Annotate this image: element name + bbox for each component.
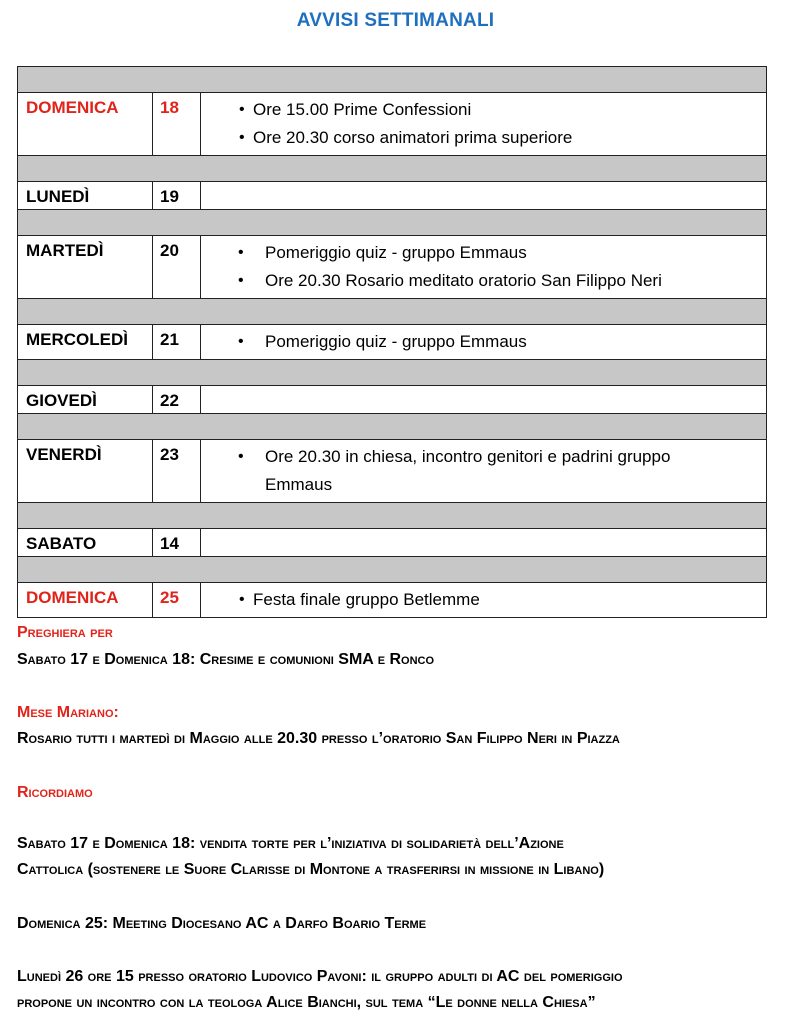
day-number: 19 <box>153 182 201 210</box>
event-item: • Ore 20.30 Rosario meditato oratorio San Filippo Neri <box>201 267 766 295</box>
bullet-icon: • <box>238 333 244 350</box>
day-number: 18 <box>153 93 201 156</box>
day-events <box>201 386 767 414</box>
bullet-icon: • <box>238 272 244 289</box>
day-number: 22 <box>153 386 201 414</box>
day-label: GIOVEDÌ <box>18 386 153 414</box>
bullet-icon: • <box>239 591 245 608</box>
day-number: 23 <box>153 440 201 503</box>
day-events <box>201 182 767 210</box>
ricordiamo-heading: Ricordiamo <box>17 784 93 801</box>
separator-row <box>18 210 767 236</box>
bullet-icon: • <box>238 244 244 261</box>
schedule-row <box>18 236 767 299</box>
day-label: MERCOLEDÌ <box>18 325 153 360</box>
bullet-icon: • <box>238 448 244 465</box>
mese-mariano-heading: Mese Mariano: <box>17 704 119 721</box>
separator-row <box>18 414 767 440</box>
ricordiamo-item-3-line-1: Lunedì 26 ore 15 presso oratorio Ludovico Pavoni: il gruppo adulti di AC del pomeriggio <box>17 968 623 985</box>
separator-row <box>18 503 767 529</box>
event-item: • Ore 15.00 Prime Confessioni <box>201 96 766 124</box>
schedule-row <box>18 182 767 210</box>
day-number: 14 <box>153 529 201 557</box>
schedule-row <box>18 440 767 503</box>
day-events <box>201 236 767 299</box>
day-label: DOMENICA <box>18 93 153 156</box>
mese-mariano-text: Rosario tutti i martedì di Maggio alle 20.30 presso l’oratorio San Filippo Neri in Piazza <box>17 730 620 747</box>
day-label: VENERDÌ <box>18 440 153 503</box>
schedule-row <box>18 529 767 557</box>
day-number: 21 <box>153 325 201 360</box>
preghiera-text: Sabato 17 e Domenica 18: Cresime e comunioni SMA e Ronco <box>17 651 435 668</box>
page-title: AVVISI SETTIMANALI <box>296 10 495 31</box>
event-item: • Festa finale gruppo Betlemme <box>201 586 766 614</box>
ricordiamo-item-2: Domenica 25: Meeting Diocesano AC a Darfo Boario Terme <box>17 915 427 932</box>
day-label: MARTEDÌ <box>18 236 153 299</box>
day-number: 25 <box>153 583 201 618</box>
separator-row <box>18 67 767 93</box>
schedule-row <box>18 325 767 360</box>
schedule-row <box>18 583 767 618</box>
event-item: • Pomeriggio quiz - gruppo Emmaus <box>201 239 766 267</box>
day-number: 20 <box>153 236 201 299</box>
separator-row <box>18 360 767 386</box>
day-label: LUNEDÌ <box>18 182 153 210</box>
day-events <box>201 529 767 557</box>
event-item: • Ore 20.30 in chiesa, incontro genitori e padrini gruppo <box>201 443 766 471</box>
schedule-row <box>18 93 767 156</box>
weekly-schedule-table <box>17 66 767 618</box>
separator-row <box>18 156 767 182</box>
day-events <box>201 93 767 156</box>
preghiera-heading: Preghiera per <box>17 624 113 641</box>
ricordiamo-item-1-line-1: Sabato 17 e Domenica 18: vendita torte per l’iniziativa di solidarietà dell’Azione <box>17 835 564 852</box>
day-label: SABATO <box>18 529 153 557</box>
bullet-icon: • <box>239 129 245 146</box>
day-events <box>201 583 767 618</box>
schedule-row <box>18 386 767 414</box>
ricordiamo-item-1-line-2: Cattolica (sostenere le Suore Clarisse di Montone a trasferirsi in missione in Libano) <box>17 861 605 878</box>
event-item-continuation: Emmaus <box>265 475 333 494</box>
day-events <box>201 440 767 503</box>
bullet-icon: • <box>239 101 245 118</box>
event-item: • Ore 20.30 corso animatori prima superiore <box>201 124 766 152</box>
separator-row <box>18 557 767 583</box>
day-events <box>201 325 767 360</box>
ricordiamo-item-3-line-2: propone un incontro con la teologa Alice Bianchi, sul tema “Le donne nella Chiesa” <box>17 994 596 1011</box>
event-item: • Pomeriggio quiz - gruppo Emmaus <box>201 328 766 356</box>
separator-row <box>18 299 767 325</box>
day-label: DOMENICA <box>18 583 153 618</box>
